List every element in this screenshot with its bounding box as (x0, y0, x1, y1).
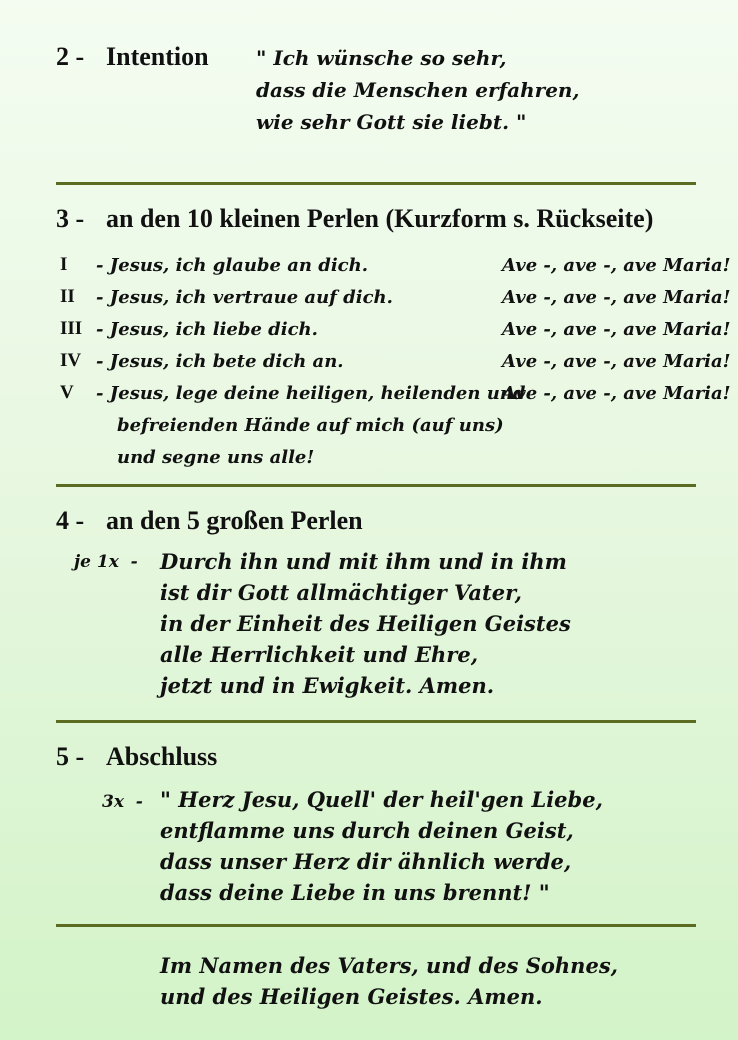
row-response: Ave -, ave -, ave Maria! (502, 255, 731, 276)
prayer-line: alle Herrlichkeit und Ehre, (160, 642, 479, 667)
row-response: Ave -, ave -, ave Maria! (502, 287, 731, 308)
closing-line: und des Heiligen Geistes. Amen. (160, 984, 543, 1009)
prayer-line: Durch ihn und mit ihm und in ihm (160, 549, 567, 574)
closing-blessing (160, 950, 618, 1012)
prayer-row (56, 378, 731, 410)
section-5-prayer (160, 784, 603, 908)
section-3-prayer-list (56, 250, 731, 474)
row-response: Ave -, ave -, ave Maria! (502, 351, 731, 372)
row-text: - Jesus, ich liebe dich. (96, 319, 318, 340)
prayer-line: jetzt und in Ewigkeit. Amen. (160, 673, 495, 698)
row-numeral: I (60, 254, 68, 275)
section-2-number: 2 - (56, 42, 85, 71)
row-continuation: befreienden Hände auf mich (auf uns) (117, 415, 504, 436)
section-4-prayer (160, 546, 571, 701)
prayer-line: entflamme uns durch deinen Geist, (160, 818, 574, 843)
row-text: - Jesus, ich glaube an dich. (96, 255, 368, 276)
section-3-number: 3 - (56, 204, 85, 233)
row-numeral: III (60, 318, 83, 339)
row-continuation: und segne uns alle! (117, 447, 315, 468)
section-3-title: an den 10 kleinen Perlen (Kurzform s. Rückseite) (106, 204, 654, 233)
row-response: Ave -, ave -, ave Maria! (502, 319, 731, 340)
row-text: - Jesus, ich bete dich an. (96, 351, 344, 372)
prayer-line: dass unser Herz dir ähnlich werde, (160, 849, 572, 874)
prayer-row (56, 250, 731, 282)
section-2-intention (256, 42, 579, 138)
prayer-line: " Herz Jesu, Quell' der heil'gen Liebe, (160, 787, 603, 812)
row-text: - Jesus, lege deine heiligen, heilenden und (96, 383, 526, 404)
divider (56, 484, 696, 487)
section-5-number: 5 - (56, 742, 85, 771)
prayer-line: in der Einheit des Heiligen Geistes (160, 611, 571, 636)
divider (56, 720, 696, 723)
section-5-prefix: 3x - (102, 792, 143, 812)
prayer-row (56, 314, 731, 346)
prayer-line: ist dir Gott allmächtiger Vater, (160, 580, 522, 605)
prayer-row (56, 346, 731, 378)
closing-line: Im Namen des Vaters, und des Sohnes, (160, 953, 618, 978)
section-4-prefix: je 1x - (74, 552, 138, 572)
divider (56, 182, 696, 185)
divider (56, 924, 696, 927)
section-2-title: Intention (106, 42, 209, 71)
prayer-row (56, 282, 731, 314)
intention-line: wie sehr Gott sie liebt. " (256, 110, 527, 134)
row-numeral: IV (60, 350, 82, 371)
row-text: - Jesus, ich vertraue auf dich. (96, 287, 393, 308)
section-5-title: Abschluss (106, 742, 218, 771)
row-numeral: II (60, 286, 75, 307)
intention-line: dass die Menschen erfahren, (256, 78, 580, 102)
intention-line: " Ich wünsche so sehr, (256, 46, 507, 70)
row-numeral: V (60, 382, 74, 403)
section-4-number: 4 - (56, 506, 85, 535)
section-4-title: an den 5 großen Perlen (106, 506, 363, 535)
prayer-line: dass deine Liebe in uns brennt! " (160, 880, 550, 905)
row-response: Ave -, ave -, ave Maria! (502, 383, 731, 404)
